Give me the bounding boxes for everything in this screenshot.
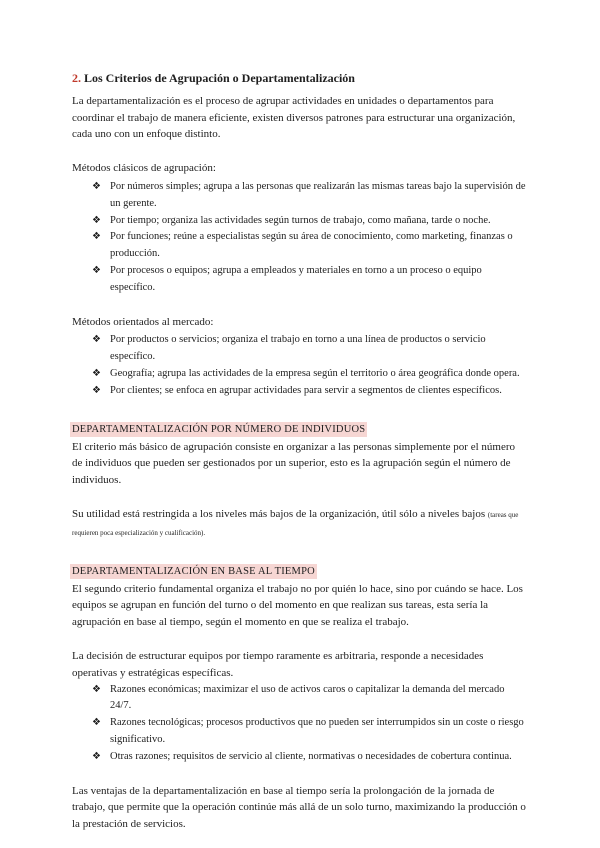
list-item: ❖ Por números simples; agrupa a las personas que realizarán las mismas tareas bajo la supervisión de un gerente. — [92, 180, 526, 209]
diamond-bullet-icon: ❖ — [92, 214, 101, 226]
diamond-bullet-icon: ❖ — [92, 334, 101, 346]
diamond-bullet-icon: ❖ — [92, 717, 101, 729]
diamond-bullet-icon: ❖ — [92, 264, 101, 276]
number-section-paragraph: El criterio más básico de agrupación consiste en organizar a las personas simplemente por el número de individuos que pueden ser gestionados por un superior, esto es la agrupación según el número de individuos. — [72, 440, 516, 487]
list-item: ❖ Otras razones; requisitos de servicio al cliente, normativas o necesidades de cobertura continua. — [92, 749, 528, 766]
time-advantages-paragraph: Las ventajas de la departamentalización en base al tiempo sería la prolongación de la jornada de trabajo, que permite que la operación continúe más allá de un solo turno, maximizando la producción o la prestación de servicios. — [72, 784, 526, 831]
number-section-utility-paragraph: Su utilidad está restringida a los niveles más bajos de la organización, útil sólo a niveles bajos (tareas que requieren poca especialización y cualificación). — [72, 507, 519, 537]
time-section-heading: DEPARTAMENTALIZACIÓN EN BASE AL TIEMPO — [72, 565, 315, 577]
classic-methods-label: Métodos clásicos de agrupación: — [72, 162, 216, 175]
list-item: ❖ Geografía; agrupa las actividades de la empresa según el territorio o área geográfica donde opera. — [92, 366, 528, 383]
time-section-paragraph: El segundo criterio fundamental organiza el trabajo no por quién lo hace, sino por cuándo se hace. Los equipos se agrupan en función del turno o del momento en que realizan sus tareas, esta sería la agrupación en base al tiempo, según el momento en que se realiza el trabajo. — [72, 582, 523, 629]
diamond-bullet-icon: ❖ — [92, 384, 101, 396]
diamond-bullet-icon: ❖ — [92, 367, 101, 379]
market-methods-list — [72, 332, 528, 399]
section-title-text: Los Criterios de Agrupación o Departamentalización — [84, 71, 355, 85]
diamond-bullet-icon: ❖ — [92, 750, 101, 762]
time-reasons-list — [72, 682, 528, 766]
list-item: ❖ Por tiempo; organiza las actividades según turnos de trabajo, como mañana, tarde o noche. — [92, 213, 528, 230]
diamond-bullet-icon: ❖ — [92, 180, 101, 192]
section-number: 2. — [72, 71, 81, 85]
intro-paragraph: La departamentalización es el proceso de agrupar actividades en unidades o departamentos para coordinar el trabajo de manera eficiente, existen diversos patrones para estructurar una organización, cada uno con un enfoque distinto. — [72, 94, 516, 141]
list-item: ❖ Por clientes; se enfoca en agrupar actividades para servir a segmentos de clientes específicos. — [92, 383, 528, 400]
list-item: ❖ Por funciones; reúne a especialistas según su área de conocimiento, como marketing, finanzas o producción. — [92, 231, 513, 260]
utility-note: (tareas que requieren poca especialización y cualificación). — [72, 510, 519, 537]
list-item: ❖ Razones tecnológicas; procesos productivos que no pueden ser interrumpidos sin un coste o riesgo significativo. — [92, 717, 524, 745]
classic-methods-list — [72, 179, 528, 297]
time-decision-paragraph: La decisión de estructurar equipos por tiempo raramente es arbitraria, responde a necesidades operativas y estratégicas específicas. — [72, 649, 484, 679]
list-item: ❖ Razones económicas; maximizar el uso de activos caros o capitalizar la demanda del mercado 24/7. — [92, 683, 505, 712]
section-title — [72, 70, 528, 87]
number-section-heading: DEPARTAMENTALIZACIÓN POR NÚMERO DE INDIVIDUOS — [72, 423, 366, 435]
list-item: ❖ Por productos o servicios; organiza el trabajo en torno a una línea de productos o servicio específico. — [92, 334, 486, 363]
diamond-bullet-icon: ❖ — [92, 231, 101, 243]
market-methods-label: Métodos orientados al mercado: — [72, 315, 214, 328]
list-item: ❖ Por procesos o equipos; agrupa a empleados y materiales en torno a un proceso o equipo específico. — [92, 264, 482, 293]
diamond-bullet-icon: ❖ — [92, 683, 101, 695]
